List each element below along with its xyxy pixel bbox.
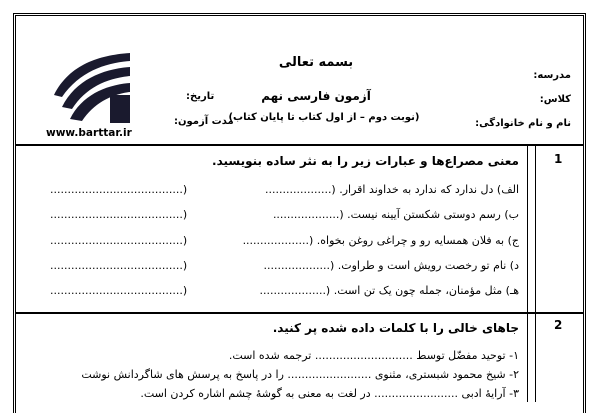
list-item: الف) دل ندارد که ندارد به خداوند اقرار. (................... <box>265 183 519 196</box>
list-item: ۲- شیخ محمود شبستری، مثنوی ........................ را در پاسخ به پرسش های شاگردانش نوشت <box>81 368 519 381</box>
question-number: 2 <box>554 318 563 332</box>
answer-blank[interactable]: ......................................) <box>50 284 188 297</box>
duration-label: مدت آزمون: <box>174 116 234 127</box>
list-item: ۳- آرایۀ ادبی ........................ در لغت به معنی به گوشۀ چشم اشاره کردن است. <box>140 387 519 400</box>
class-label: کلاس: <box>539 94 571 105</box>
basmala: بسمه تعالی <box>278 55 354 70</box>
website-url[interactable]: www.barttar.ir <box>46 127 132 139</box>
exam-subtitle: (نوبت دوم – از اول کتاب تا پایان کتاب) <box>228 112 420 123</box>
name-label: نام و نام خانوادگی: <box>475 118 571 129</box>
list-item: د) نام تو رخصت رویش است و طراوت. (................... <box>263 259 519 272</box>
date-label: تاریخ: <box>186 91 215 102</box>
exam-title: آزمون فارسی نهم <box>261 89 371 103</box>
answer-blank[interactable]: ......................................) <box>50 183 188 196</box>
answer-blank[interactable]: ......................................) <box>50 234 188 247</box>
answer-blank[interactable]: ......................................) <box>50 259 188 272</box>
answer-blank[interactable]: ......................................) <box>50 208 188 221</box>
question-instruction: جاهای خالی را با کلمات داده شده پر کنید. <box>272 321 519 335</box>
exam-header <box>16 16 583 144</box>
list-item: ج) به فلان همسایه رو و چراغی روغن بخواه. (................... <box>242 234 519 247</box>
list-item: ۱- توحید مفضّل توسط ............................ ترجمه شده است. <box>228 349 519 362</box>
list-item: هـ) مثل مؤمنان، جمله چون یک تن است. (................... <box>259 284 519 297</box>
school-label: مدرسه: <box>533 70 571 81</box>
barttar-logo-icon <box>46 51 138 125</box>
question-instruction: معنی مصراع‌ها و عبارات زیر را به نثر ساده بنویسید. <box>212 154 519 168</box>
question-1 <box>16 144 583 314</box>
question-number: 1 <box>554 152 563 166</box>
list-item: ب) رسم دوستی شکستن آیینه نیست. (................... <box>272 208 519 221</box>
question-2 <box>16 312 583 402</box>
